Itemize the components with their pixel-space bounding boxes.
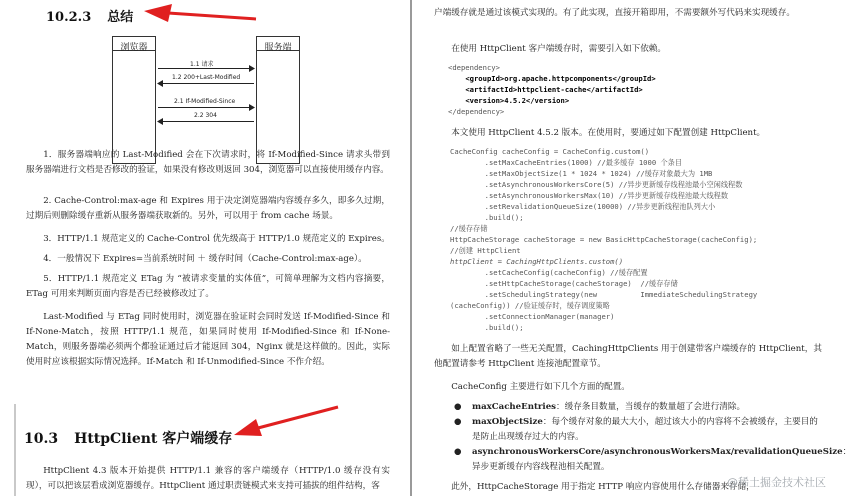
bullet-term: maxCacheEntries [472,402,557,412]
code-line: .setRevalidationQueueSize(10000) //异步更新线程池队列大小 [450,202,716,211]
watermark: @稀土掘金技术社区 [727,476,826,489]
summary-paragraph: 2. Cache-Control:max-age 和 Expires 用于决定浏览器端内容缓存多久，即多久过期，过期后则删除缓存重新从服务器端获取新的。另外，可以用于 from cache 场景。 [26,196,390,221]
summary-paragraph: 1．服务器端响应的 Last-Modified 会在下次请求时，将 If-Modified-Since 请求头带到服务器端进行文档是否修改的验证，如果没有修改则返回 304，浏览器可以直接使用缓存内容。 [26,150,390,175]
paragraph: 户端缓存就是通过该模式实现的。有了此实现，直接开箱即用，不需要额外写代码来实现缓存。 [434,8,795,18]
code-line: <artifactId>httpclient-cache</artifactId> [465,85,643,94]
list-item [452,415,822,445]
paragraph: CacheConfig 主要进行如下几个方面的配置。 [451,382,630,392]
code-line: httpClient = CachingHttpClients.custom() [450,257,624,266]
code-line: .setConnectionManager(manager) [450,312,615,321]
summary-paragraph: 4．一般情况下 Expires=当前系统时间 ＋ 缓存时间（Cache-Control:max-age）。 [43,254,367,264]
paragraph: 此外，HttpCacheStorage 用于指定 HTTP 响应内容使用什么存储器来存储， [451,482,755,492]
code-line: //创建 HttpClient [450,246,521,255]
section-heading [46,6,133,25]
diagram-arrow-line [158,121,254,122]
diagram-message: 1.1 请求 [190,61,214,68]
arrowhead-icon [249,65,255,72]
browser-box [112,36,156,164]
code-line: .setCacheConfig(cacheConfig) //缓存配置 [450,268,648,277]
bullet-text: ：异步更新缓存内容线程池相关配置。 [472,447,851,472]
browser-label: 浏览器 [113,37,155,51]
summary-paragraph: 3．HTTP/1.1 规范定义的 Cache-Control 优先级高于 HTTP/1.0 规范定义的 Expires。 [43,234,390,244]
list-item [452,400,822,415]
arrowhead-icon [249,104,255,111]
red-arrow-annotation [138,0,258,24]
chapter-number: 10.3 [24,431,59,447]
bullet-icon: ● [454,402,462,412]
code-line: <groupId>org.apache.httpcomponents</groupId> [465,74,656,83]
code-line: .setAsynchronousWorkersMax(10) //异步更新缓存线程池最大线程数 [450,191,729,200]
arrowhead-icon [157,118,163,125]
diagram-arrow-line [158,107,254,108]
code-line: HttpCacheStorage cacheStorage = new BasicHttpCacheStorage(cacheConfig); [450,235,758,244]
bullet-term: asynchronousWorkersCore/asynchronousWorkersMax/revalidationQueueSize [472,447,843,457]
paragraph: 如上配置省略了一些无关配置，CachingHttpClients 用于创建带客户端缓存的 HttpClient，其他配置请参考 HttpClient 连接池配置章节。 [434,344,822,369]
intro-paragraph: HttpClient 4.3 版本开始提供 HTTP/1.1 兼容的客户端缓存（HTTP/1.0 缓存没有实现），可以把该层看成浏览器缓存。HttpClient 通过职责链模式来支持可插拔的组件结构，客 [26,466,390,491]
server-box [256,36,300,164]
bullet-term: maxObjectSize [472,417,543,427]
maven-dependency-code [448,62,656,117]
bullet-text: ：缓存条目数量，当缓存的数量超了会进行清除。 [556,402,746,412]
diagram-arrow-line [158,83,254,84]
code-line: CacheConfig cacheConfig = CacheConfig.custom() [450,147,650,156]
paragraph: 在使用 HttpClient 客户端缓存时，需要引入如下依赖。 [451,44,666,54]
code-line: .build(); [450,323,524,332]
code-line: <version>4.5.2</version> [465,96,570,105]
config-bullet-list [452,400,851,475]
cache-sequence-diagram [112,36,322,164]
java-config-code [450,146,757,333]
bullet-text: ：每个缓存对象的最大大小，超过该大小的内容将不会被缓存，主要目的是防止出现缓存过大的内容。 [472,417,818,442]
code-line: .setMaxObjectSize(1 * 1024 * 1024) //缓存对象最大为 1MB [450,169,713,178]
chapter-heading [24,428,232,448]
diagram-message: 1.2 200+Last-Modified [172,74,241,81]
list-item [452,445,851,475]
diagram-message: 2.2 304 [194,112,217,119]
left-page [0,0,410,496]
section-number: 10.2.3 [46,10,92,25]
red-arrow-annotation [228,404,340,440]
paragraph: 本文使用 HttpClient 4.5.2 版本。在使用时，要通过如下配置创建 HttpClient。 [451,128,766,138]
diagram-arrow-line [158,68,254,69]
code-line: .setAsynchronousWorkersCore(5) //异步更新缓存线程池最小空闲线程数 [450,180,743,189]
summary-paragraph: Last-Modified 与 ETag 同时使用时，浏览器在验证时会同时发送 If-Modified-Since 和 If-None-Match，按照 HTTP/1.1 规范，如果同时使用 If-Modified-Since 和 If-None-Match，则服务器端必须两个都验证通过后才能返回 304，Nginx 就是这样做的。因此，实际使用时应该根据实际情况选择。If-Match 和 If-Unmodified-Since 不作介绍。 [26,312,390,367]
bullet-icon: ● [454,447,462,457]
right-page [412,0,851,496]
summary-paragraph: 5．HTTP/1.1 规范定义 ETag 为 “被请求变量的实体值”，可简单理解为文档内容摘要，ETag 可用来判断页面内容是否已经被修改过了。 [26,274,390,299]
server-label: 服务端 [257,37,299,51]
section-title: 总结 [107,10,134,25]
code-line: (cacheConfig)) //验证缓存时，缓存调度策略 [450,301,610,310]
code-line: .setMaxCacheEntries(1000) //最多缓存 1000 个条目 [450,158,683,167]
code-line: .setHttpCacheStorage(cacheStorage) //缓存存储 [450,279,678,288]
code-line: .setSchedulingStrategy(new ImmediateSchedulingStrategy [450,290,758,299]
arrowhead-icon [157,80,163,87]
chapter-title: HttpClient 客户端缓存 [74,431,233,447]
code-line: //缓存存储 [450,224,488,233]
diagram-message: 2.1 If-Modified-Since [174,98,236,105]
code-line: </dependency> [448,107,505,116]
bullet-icon: ● [454,417,462,427]
code-line: .build(); [450,213,524,222]
page-margin-bar [14,404,16,496]
code-line: <dependency> [448,63,500,72]
